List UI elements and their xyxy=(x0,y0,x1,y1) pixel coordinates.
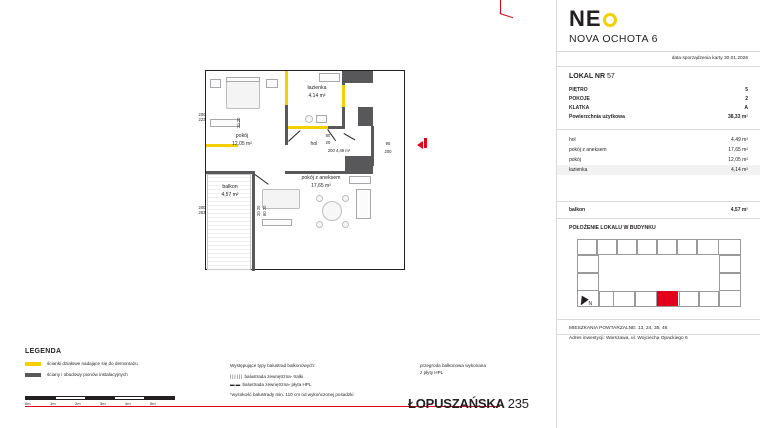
scale-tick xyxy=(56,397,86,399)
furniture-bathtub xyxy=(319,73,340,82)
scale-tick xyxy=(26,397,56,399)
unit-cell xyxy=(617,239,637,255)
legend-col2-note: *wysokość balustrady min. 110 cm od wykończonej posadzki xyxy=(230,392,354,398)
scale-bar xyxy=(25,396,175,406)
area-value: 12,05 m² xyxy=(728,157,748,163)
legend-col2-item: |||||| balustrada zewnętrzna- tralki xyxy=(230,374,304,380)
legend-column-partition xyxy=(420,362,560,377)
legend-col2-title: Występujące typy balustrad balkonowych: xyxy=(230,363,316,368)
unit-cell xyxy=(677,239,697,255)
unit-cell xyxy=(635,291,657,307)
unit-cell xyxy=(719,255,741,273)
logo-neo xyxy=(569,8,748,30)
unit-cell xyxy=(597,239,617,255)
area-table xyxy=(557,130,760,175)
repeating-units-note: MIESZKANIA POWTARZALNE: 13, 24, 35, 46 xyxy=(569,326,668,331)
unit-cell xyxy=(657,239,677,255)
wall-segment xyxy=(252,171,255,271)
spec-row-klatka xyxy=(557,103,760,112)
dim-20-left: 20 20 xyxy=(236,117,241,128)
partition-yellow xyxy=(285,71,288,105)
legend-swatch-gray xyxy=(25,373,41,377)
room-label-hol: hol xyxy=(310,141,318,147)
unit-number-label: LOKAL NR xyxy=(569,73,606,80)
area-value: 4,14 m² xyxy=(731,167,748,173)
legend-col3-title: przegroda balkonowa wykonana xyxy=(420,363,486,368)
dim-90: 90 xyxy=(385,141,391,146)
unit-cell xyxy=(637,239,657,255)
spec-row-pokoje xyxy=(557,94,760,103)
spec-label: PIĘTRO xyxy=(569,86,588,93)
dim-80-mid: 80 20 xyxy=(262,205,267,216)
legend-item-label: ściany i obudowy pionów instalacyjnych xyxy=(47,371,128,377)
room-label-pokoj: pokój 12,05 m² xyxy=(232,133,252,147)
scale-num: 4m xyxy=(125,401,131,406)
legend-column-balustrades xyxy=(230,362,410,398)
room-label-pokoj-z-aneksem: pokój z aneksem 17,65 m² xyxy=(301,175,341,189)
partition-yellow xyxy=(342,85,345,107)
building-key-plan xyxy=(569,235,749,313)
area-row-pokoj xyxy=(557,155,760,165)
furniture-headboard xyxy=(226,77,260,82)
shaft-box xyxy=(345,71,373,83)
street-name: ŁOPUSZAŃSKA xyxy=(408,396,505,411)
solid-sample: ▬▬ xyxy=(230,381,242,387)
area-value: 4,49 m² xyxy=(731,137,748,143)
highlighted-unit xyxy=(657,291,678,306)
legend-col2-item: ▬▬ balustrada zewnętrzna- płyta HPL xyxy=(230,381,312,387)
balcony-label: balkon xyxy=(569,207,586,213)
balcony-row xyxy=(557,202,760,218)
info-panel xyxy=(556,0,760,428)
logo-text: NE xyxy=(569,6,602,31)
unit-cell xyxy=(577,255,599,273)
furniture-washbasin xyxy=(316,115,327,123)
furniture-kitchen-units xyxy=(356,189,371,219)
dim-hol-area: 200 4,49 m² xyxy=(327,148,351,153)
area-row-pokoj-z-aneksem xyxy=(557,145,760,155)
room-label-lazienka: łazienka 4,14 m² xyxy=(307,85,327,99)
unit-number xyxy=(557,67,760,85)
unit-number-value: 57 xyxy=(607,73,615,80)
scale-ticks xyxy=(25,396,175,400)
wall-segment xyxy=(285,171,373,174)
shaft-box xyxy=(358,107,373,126)
project-address-brand xyxy=(408,396,529,411)
spec-label: Powierzchnia użytkowa xyxy=(569,113,625,120)
spec-row-powierzchnia xyxy=(557,112,760,121)
red-corner-mark-vertical xyxy=(500,0,501,14)
spec-value: 2 xyxy=(745,95,748,102)
furniture-toilet xyxy=(305,115,313,123)
spec-value: 38,33 m² xyxy=(727,113,748,120)
entrance-marker xyxy=(424,138,427,148)
door-swing xyxy=(344,133,356,140)
furniture-chair xyxy=(316,195,323,202)
dim-200-223: 200 223 xyxy=(198,112,206,123)
area-row-hol xyxy=(557,135,760,145)
unit-cell xyxy=(719,273,741,291)
dim-200-253: 200 253 xyxy=(198,205,206,216)
furniture-tv-unit xyxy=(262,219,292,226)
scale-num: 5m xyxy=(150,401,156,406)
spec-row-pietro xyxy=(557,85,760,94)
furniture-sofa xyxy=(262,189,300,209)
logo-subtitle: NOVA OCHOTA 6 xyxy=(569,33,658,45)
legend-item-label: ścianki działowe nadające się do demontażu xyxy=(47,361,138,366)
unit-cell xyxy=(697,239,719,255)
furniture-nightstand xyxy=(210,79,221,88)
area-value: 17,65 m² xyxy=(728,147,748,153)
balcony-value: 4,57 m² xyxy=(730,207,748,213)
spec-label: POKOJE xyxy=(569,95,590,102)
scale-num: 3m xyxy=(100,401,106,406)
brand-logo xyxy=(557,0,760,51)
partition-yellow xyxy=(288,126,328,129)
dim-200-right: 200 xyxy=(384,149,392,154)
legend xyxy=(25,348,525,398)
unit-cell xyxy=(679,291,699,307)
north-label: N xyxy=(588,301,593,307)
legend-col3-sub: z płyty HPL xyxy=(420,370,444,376)
furniture-chair xyxy=(342,221,349,228)
legend-swatch-yellow xyxy=(25,362,41,366)
position-title: POŁOŻENIE LOKALU W BUDYNKU xyxy=(569,225,656,231)
unit-cell xyxy=(577,273,599,291)
scale-num: 0m xyxy=(25,401,31,406)
furniture-nightstand xyxy=(266,79,278,88)
furniture-dining-table xyxy=(322,201,342,221)
scale-tick xyxy=(144,397,174,399)
area-label: łazienka xyxy=(569,167,588,173)
dim-20-mid: 20 20 xyxy=(256,205,261,216)
shaft-box xyxy=(345,156,373,171)
area-label: hol xyxy=(569,137,576,143)
dim-80: 80 xyxy=(325,133,331,138)
furniture-chair xyxy=(342,195,349,202)
area-label: pokój xyxy=(569,157,581,163)
scale-tick xyxy=(115,397,145,399)
area-row-lazienka xyxy=(557,165,760,175)
spec-value: 5 xyxy=(745,86,748,93)
spec-value: A xyxy=(744,104,748,111)
dotted-sample: |||||| xyxy=(230,374,244,380)
door-swing xyxy=(255,174,269,184)
red-corner-mark-diagonal xyxy=(500,13,514,18)
investment-address: Adres inwestycji: Warszawa, ul. Wojciecha Opackiego 6 xyxy=(569,336,688,341)
spec-label: KLATKA xyxy=(569,104,590,111)
logo-ring-icon xyxy=(603,13,617,27)
scale-num: 1m xyxy=(50,401,56,406)
scale-tick xyxy=(85,397,115,399)
entrance-arrow-icon xyxy=(417,141,423,149)
street-number: 235 xyxy=(507,396,529,411)
door-swing xyxy=(288,130,300,141)
scale-num: 2m xyxy=(75,401,81,406)
dim-20: 20 xyxy=(325,140,331,145)
legend-title: LEGENDA xyxy=(25,348,62,355)
card-date: data sporządzenia karty 30.01.2026 xyxy=(671,56,748,61)
room-label-balkon: balkon 4,57 m² xyxy=(221,184,239,198)
unit-cell xyxy=(699,291,719,307)
unit-cell xyxy=(577,239,597,255)
apartment-outline xyxy=(205,70,405,270)
furniture-bed xyxy=(226,81,260,109)
unit-cell xyxy=(613,291,635,307)
furniture-chair xyxy=(316,221,323,228)
area-label: pokój z aneksem xyxy=(569,147,607,153)
